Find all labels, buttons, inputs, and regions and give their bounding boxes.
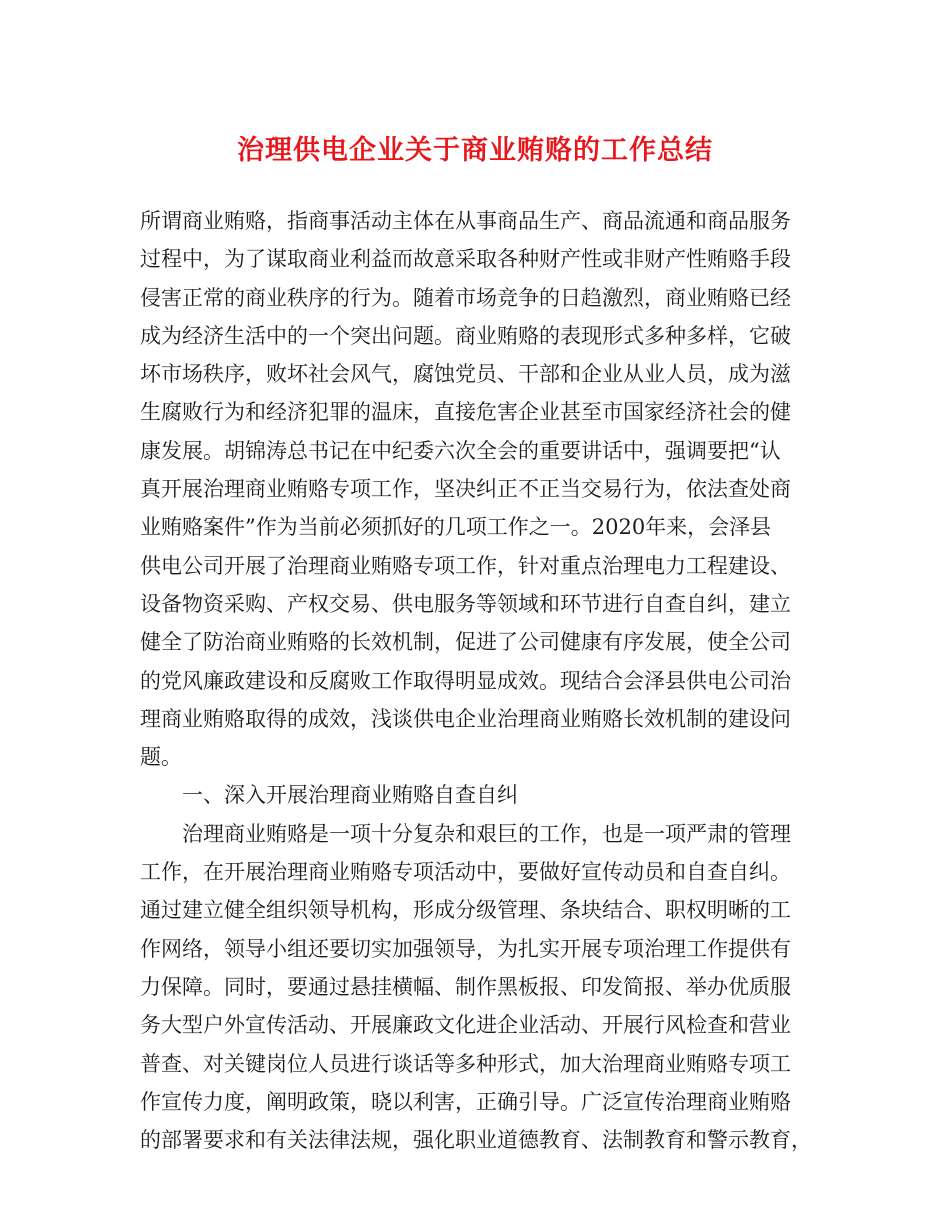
document-title: 治理供电企业关于商业贿赂的工作总结	[237, 135, 713, 166]
text-line: 所谓商业贿赂，指商事活动主体在从事商品生产、商品流通和商品服务	[140, 209, 791, 233]
text-line: 普查、对关键岗位人员进行谈话等多种形式，加大治理商业贿赂专项工	[140, 1051, 791, 1076]
text-line: 力保障。同时，要通过悬挂横幅、制作黑板报、印发简报、举办优质服	[140, 974, 791, 999]
text-line: 治理商业贿赂是一项十分复杂和艰巨的工作，也是一项严肃的管理	[182, 821, 791, 846]
text-line: 成为经济生活中的一个突出问题。商业贿赂的表现形式多种多样，它破	[140, 323, 791, 348]
section-heading: 一、深入开展治理商业贿赂自查自纠	[182, 783, 518, 808]
text-line: 供电公司开展了治理商业贿赂专项工作，针对重点治理电力工程建设、	[140, 553, 791, 578]
text-line: 理商业贿赂取得的成效，浅谈供电企业治理商业贿赂长效机制的建设问	[140, 706, 791, 731]
text-line: 坏市场秩序，败坏社会风气，腐蚀党员、干部和企业从业人员，成为滋	[140, 362, 791, 387]
text-line: 题。	[140, 745, 182, 770]
text-line: 的部署要求和有关法律法规，强化职业道德教育、法制教育和警示教育，	[140, 1128, 812, 1153]
text-line: 的党风廉政建设和反腐败工作取得明显成效。现结合会泽县供电公司治	[140, 668, 791, 693]
text-line: 真开展治理商业贿赂专项工作，坚决纠正不正当交易行为，依法查处商	[140, 477, 791, 502]
text-line: 侵害正常的商业秩序的行为。随着市场竞争的日趋激烈，商业贿赂已经	[140, 285, 791, 310]
text-line: 设备物资采购、产权交易、供电服务等领域和环节进行自查自纠，建立	[140, 591, 791, 616]
document-body	[140, 202, 820, 1159]
text-line: 健全了防治商业贿赂的长效机制，促进了公司健康有序发展，使全公司	[140, 630, 791, 655]
text-line: 通过建立健全组织领导机构，形成分级管理、条块结合、职权明晰的工	[140, 898, 791, 923]
text-line: 生腐败行为和经济犯罪的温床，直接危害企业甚至市国家经济社会的健	[140, 400, 791, 425]
text-line: 作宣传力度，阐明政策，晓以利害，正确引导。广泛宣传治理商业贿赂	[140, 1089, 791, 1114]
text-line: 务大型户外宣传活动、开展廉政文化进企业活动、开展行风检查和营业	[140, 1013, 791, 1038]
text-line: 业贿赂案件”作为当前必须抓好的几项工作之一。2020年来，会泽县	[140, 515, 772, 540]
text-line: 作网络，领导小组还要切实加强领导，为扎实开展专项治理工作提供有	[140, 936, 791, 961]
text-line: 工作，在开展治理商业贿赂专项活动中，要做好宣传动员和自查自纠。	[140, 860, 791, 885]
text-line: 康发展。胡锦涛总书记在中纪委六次全会的重要讲话中，强调要把“认	[140, 438, 781, 463]
text-line: 过程中，为了谋取商业利益而故意采取各种财产性或非财产性贿赂手段	[140, 247, 791, 272]
